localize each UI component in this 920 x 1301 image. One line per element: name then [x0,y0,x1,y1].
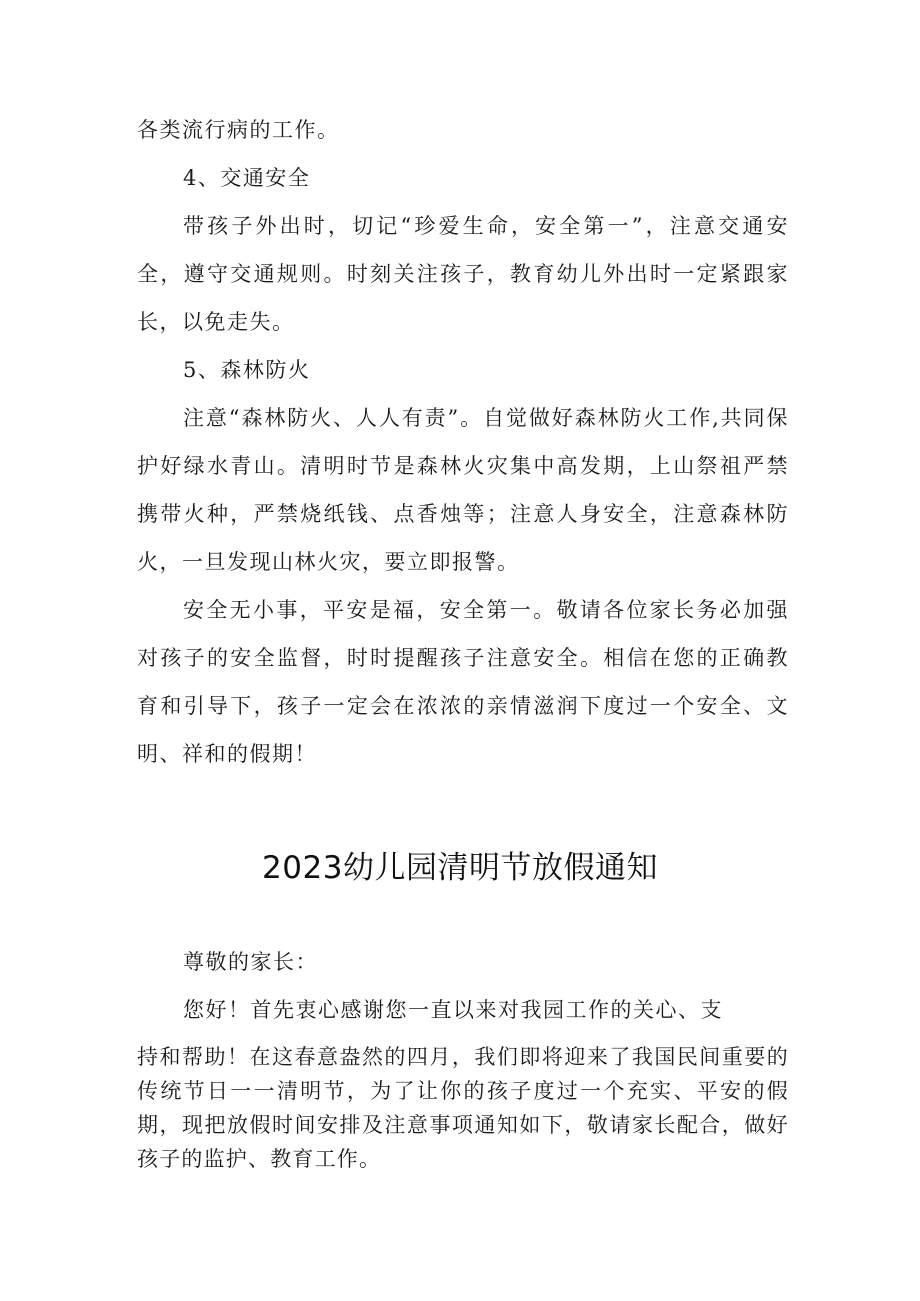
paragraph-forest-fire: 注意“森林防火、人人有责”。自觉做好森林防火工作,共同保护好绿水青山。清明时节是森林火灾集中高发期，上山祭祖严禁携带火种，严禁烧纸钱、点香烛等；注意人身安全，注意森林防火，一旦发现山林火灾，要立即报警。 [137,406,789,574]
paragraph-safety-summary: 安全无小事，平安是福，安全第一。敬请各位家长务必加强对孩子的安全监督，时时提醒孩子注意安全。相信在您的正确教育和引导下，孩子一定会在浓浓的亲情滋润下度过一个安全、文明、祥和的假期！ [137,598,789,766]
paragraph-introduction: 持和帮助！在这春意盎然的四月，我们即将迎来了我国民间重要的传统节日一一清明节，为了让你的孩子度过一个充实、平安的假期，现把放假时间安排及注意事项通知如下，敬请家长配合，做好孩子的监护、教育工作。 [137,1045,789,1171]
section-heading-forest-fire: 5、森林防火 [183,358,311,382]
section-heading-traffic-safety: 4、交通安全 [183,166,311,190]
salutation: 尊敬的家长： [183,950,318,974]
paragraph-continuation: 各类流行病的工作。 [137,118,340,142]
notice-title: 2023幼儿园清明节放假通知 [262,850,658,886]
greeting-line: 您好！首先衷心感谢您一直以来对我园工作的关心、支 [183,998,723,1022]
paragraph-traffic-safety: 带孩子外出时，切记“珍爱生命，安全第一”，注意交通安全，遵守交通规则。时刻关注孩子，教育幼儿外出时一定紧跟家长，以免走失。 [137,214,789,334]
